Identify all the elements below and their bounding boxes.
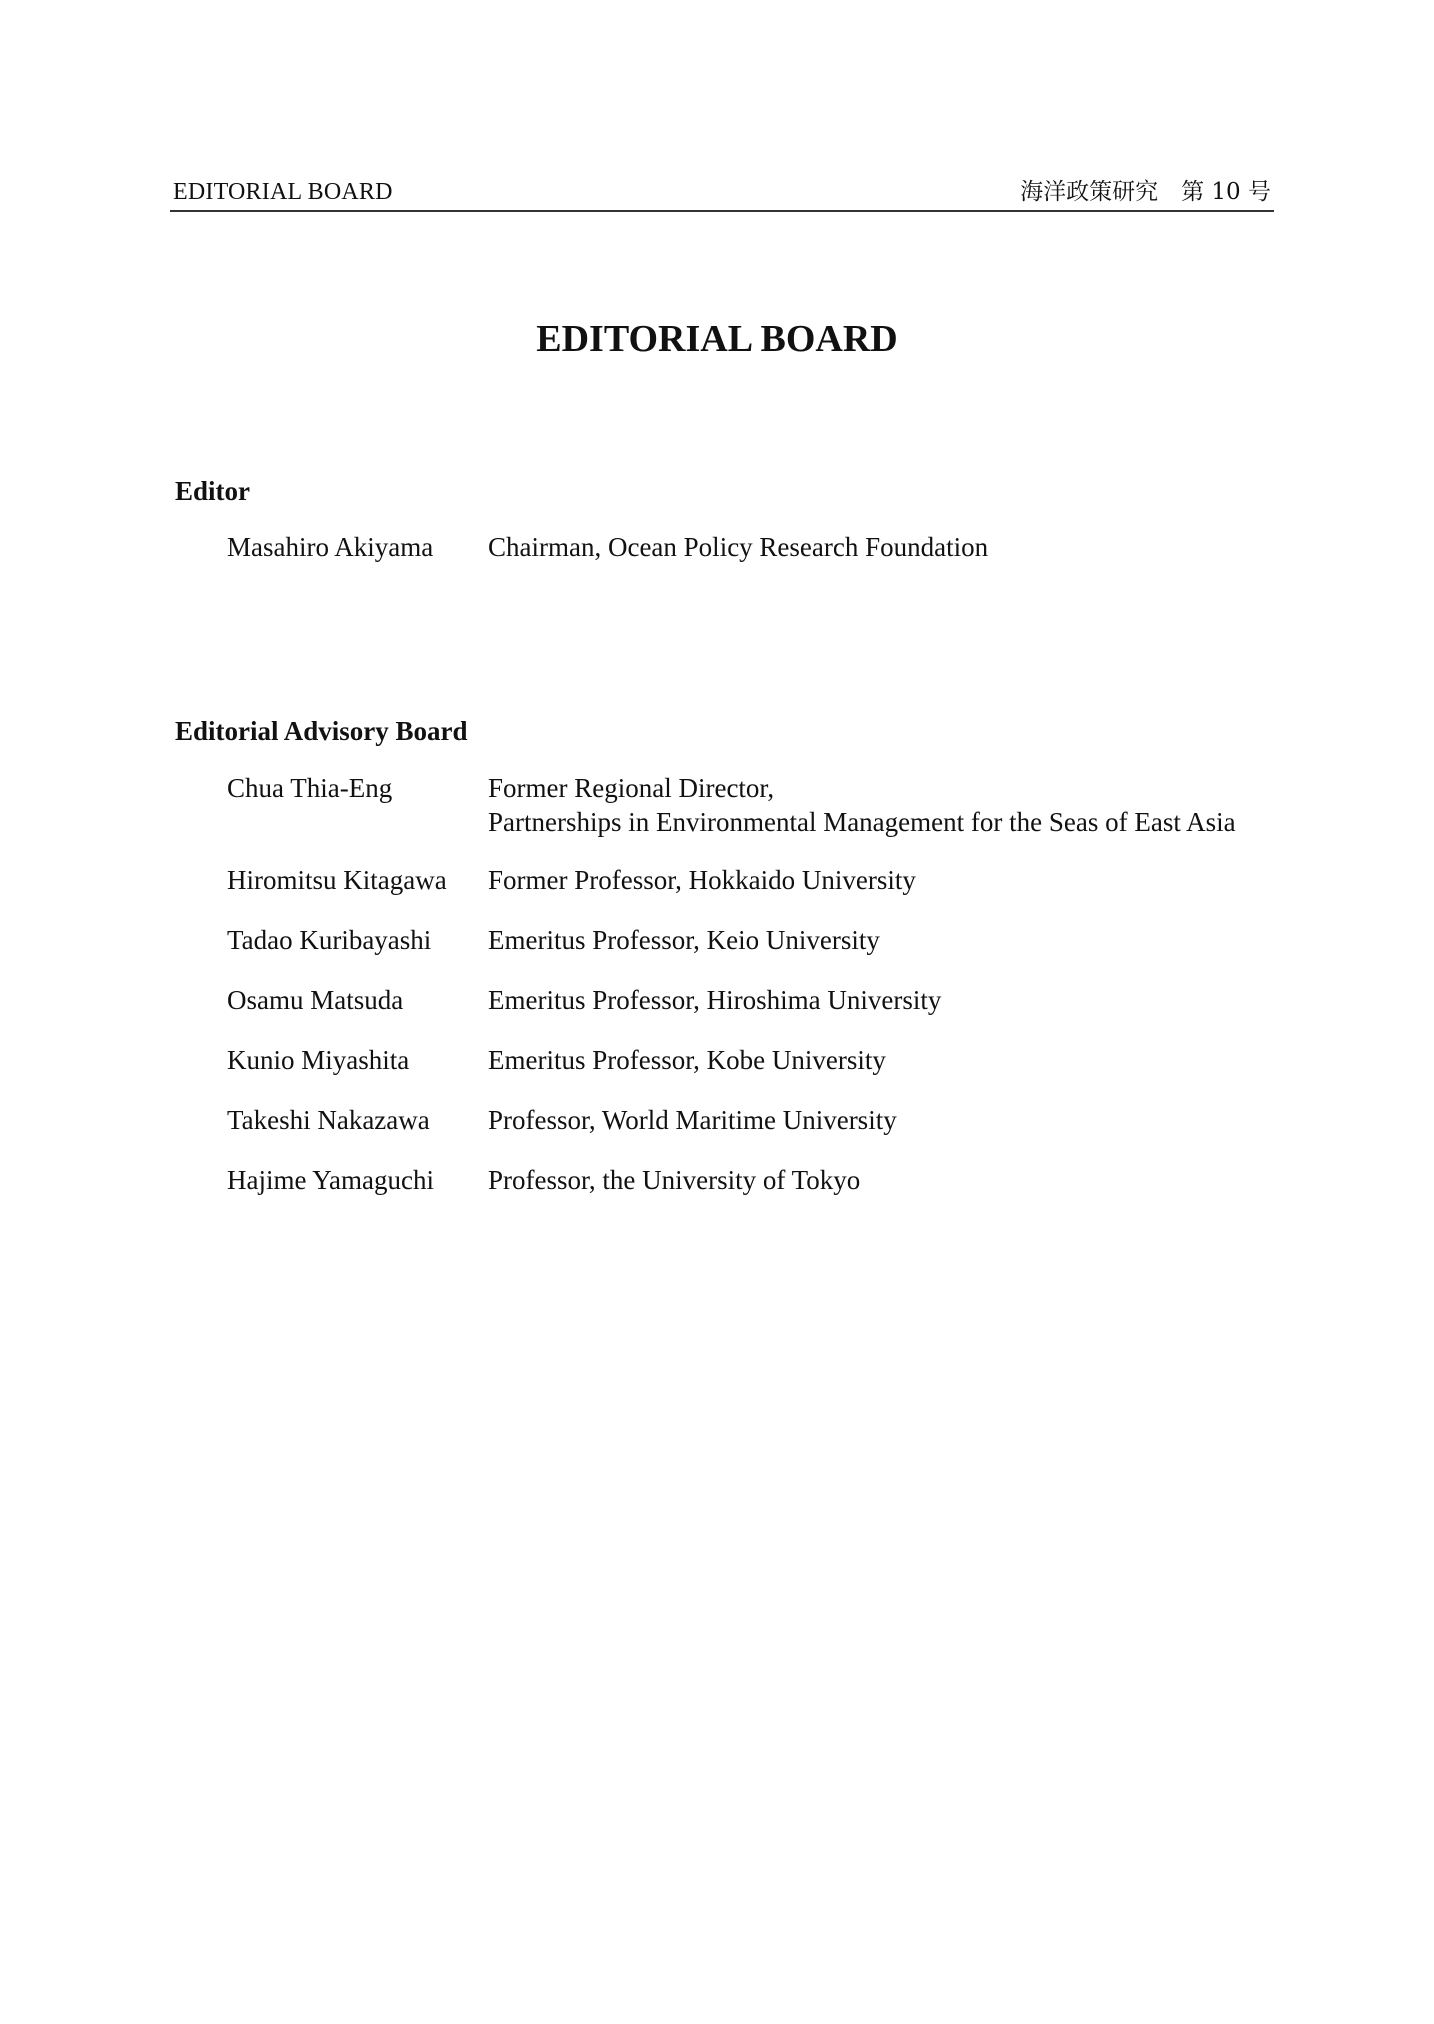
member-role-line: Chairman, Ocean Policy Research Foundation: [488, 532, 989, 562]
editor-heading: Editor: [175, 476, 251, 506]
member-role: [488, 771, 1236, 839]
member-name: Osamu Matsuda: [227, 985, 404, 1015]
running-header-title: EDITORIAL BOARD: [173, 179, 393, 205]
member-role-line: Former Regional Director,: [488, 773, 775, 803]
member-role: [488, 863, 916, 897]
page-title: EDITORIAL BOARD: [536, 318, 898, 360]
member-name: Takeshi Nakazawa: [227, 1105, 430, 1135]
member-role: [488, 530, 988, 564]
member-role: [488, 923, 880, 957]
member-role: [488, 1043, 886, 1077]
member-role-line: Emeritus Professor, Hiroshima University: [488, 985, 942, 1015]
running-header-journal: 海洋政策研究 第 10 号: [1020, 179, 1271, 205]
member-role-line: Professor, the University of Tokyo: [488, 1165, 861, 1195]
member-name: Hajime Yamaguchi: [227, 1165, 434, 1195]
member-role: [488, 1103, 897, 1137]
member-role-line: Partnerships in Environmental Management for the Seas of East Asia: [488, 807, 1236, 837]
member-name: Chua Thia-Eng: [227, 773, 393, 803]
member-role-line: Emeritus Professor, Kobe University: [488, 1045, 886, 1075]
running-header: [170, 174, 1274, 212]
member-role-line: Professor, World Maritime University: [488, 1105, 897, 1135]
member-role-line: Emeritus Professor, Keio University: [488, 925, 880, 955]
member-role-line: Former Professor, Hokkaido University: [488, 865, 916, 895]
member-name: Hiromitsu Kitagawa: [227, 865, 447, 895]
member-name: Tadao Kuribayashi: [227, 925, 432, 955]
member-name: Masahiro Akiyama: [227, 532, 434, 562]
member-role: [488, 1163, 860, 1197]
advisory-board-heading: Editorial Advisory Board: [175, 716, 468, 746]
member-name: Kunio Miyashita: [227, 1045, 410, 1075]
member-role: [488, 983, 941, 1017]
